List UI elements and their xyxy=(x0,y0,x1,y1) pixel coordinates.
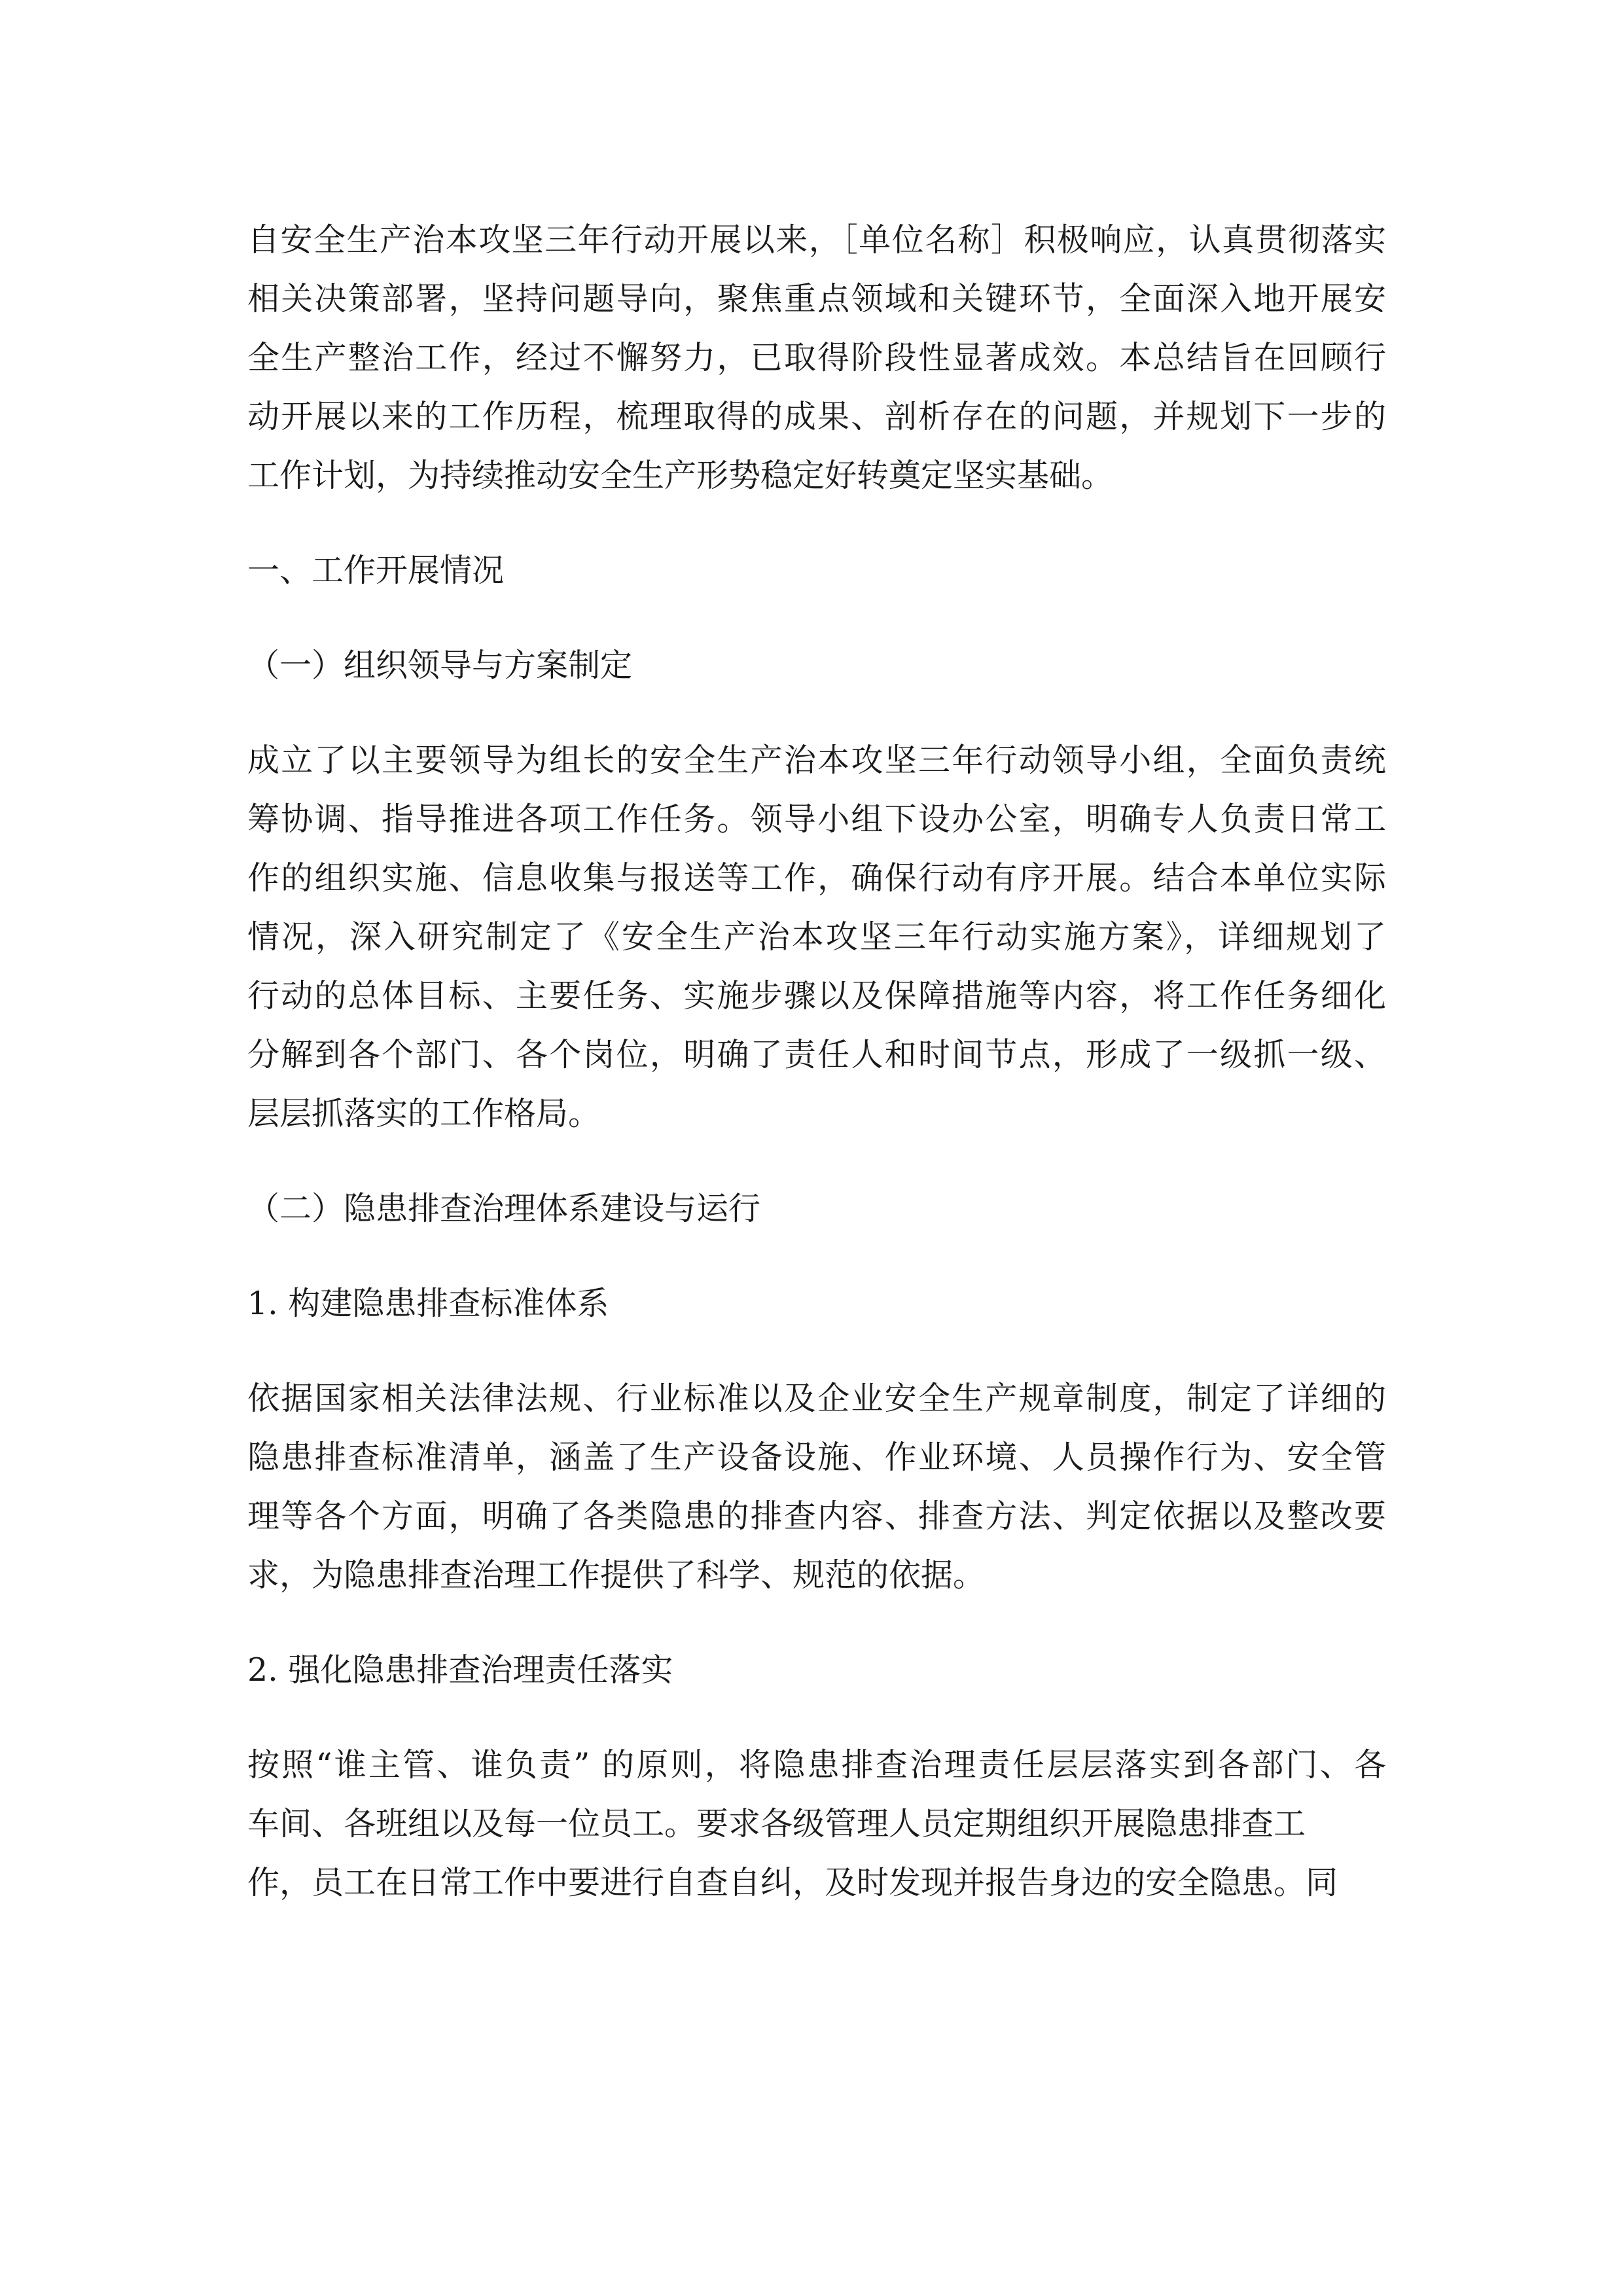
block-gap xyxy=(247,1333,1386,1369)
paragraph-line: 隐患排查标准清单，涵盖了生产设备设施、作业环境、人员操作行为、安全管 xyxy=(247,1439,1386,1476)
paragraph-line: 动开展以来的工作历程，梳理取得的成果、剖析存在的问题，并规划下一步的 xyxy=(247,398,1386,435)
document-page xyxy=(247,211,1386,1912)
paragraph-line: 车间、各班组以及每一位员工。要求各级管理人员定期组织开展隐患排查工 xyxy=(247,1805,1306,1842)
paragraph-line: 自安全生产治本攻坚三年行动开展以来，［单位名称］积极响应，认真贯彻落实 xyxy=(247,221,1386,259)
section-heading xyxy=(247,1179,1386,1238)
paragraph-line: 工作计划，为持续推动安全生产形势稳定好转奠定坚实基础。 xyxy=(247,457,1114,494)
block-gap xyxy=(247,695,1386,731)
paragraph-line: 全生产整治工作，经过不懈努力，已取得阶段性显著成效。本总结旨在回顾行 xyxy=(247,339,1386,376)
heading-text: 2. 强化隐患排查治理责任落实 xyxy=(247,1651,673,1689)
paragraph-line: 分解到各个部门、各个岗位，明确了责任人和时间节点，形成了一级抓一级、 xyxy=(247,1036,1386,1073)
paragraph-line: 情况，深入研究制定了《安全生产治本攻坚三年行动实施方案》，详细规划了 xyxy=(247,918,1386,956)
paragraph-line: 按照“谁主管、谁负责” 的原则，将隐患排查治理责任层层落实到各部门、各 xyxy=(247,1746,1386,1784)
paragraph-line: 层层抓落实的工作格局。 xyxy=(247,1095,601,1132)
block-gap xyxy=(247,600,1386,636)
heading-text: （一）组织领导与方案制定 xyxy=(247,647,633,684)
block-gap xyxy=(247,1238,1386,1274)
paragraph-line: 行动的总体目标、主要任务、实施步骤以及保障措施等内容，将工作任务细化 xyxy=(247,977,1386,1014)
paragraph-line: 依据国家相关法律法规、行业标准以及企业安全生产规章制度，制定了详细的 xyxy=(247,1380,1386,1417)
section-heading xyxy=(247,636,1386,695)
section-heading xyxy=(247,1274,1386,1333)
body-paragraph xyxy=(247,731,1386,1143)
paragraph-line: 求，为隐患排查治理工作提供了科学、规范的依据。 xyxy=(247,1556,986,1594)
paragraph-line: 相关决策部署，坚持问题导向，聚焦重点领域和关键环节，全面深入地开展安 xyxy=(247,280,1386,317)
paragraph-line: 理等各个方面，明确了各类隐患的排查内容、排查方法、判定依据以及整改要 xyxy=(247,1498,1386,1535)
block-gap xyxy=(247,1143,1386,1179)
section-heading xyxy=(247,1641,1386,1700)
heading-text: 1. 构建隐患排查标准体系 xyxy=(247,1285,609,1322)
paragraph-line: 成立了以主要领导为组长的安全生产治本攻坚三年行动领导小组，全面负责统 xyxy=(247,742,1386,779)
paragraph-line: 筹协调、指导推进各项工作任务。领导小组下设办公室，明确专人负责日常工 xyxy=(247,800,1386,838)
paragraph-line: 作的组织实施、信息收集与报送等工作，确保行动有序开展。结合本单位实际 xyxy=(247,859,1386,897)
body-paragraph xyxy=(247,1736,1386,1912)
body-paragraph xyxy=(247,211,1386,505)
heading-text: 一、工作开展情况 xyxy=(247,552,505,589)
block-gap xyxy=(247,1700,1386,1736)
heading-text: （二）隐患排查治理体系建设与运行 xyxy=(247,1190,761,1227)
paragraph-line: 作，员工在日常工作中要进行自查自纠，及时发现并报告身边的安全隐患。同 xyxy=(247,1864,1338,1901)
block-gap xyxy=(247,505,1386,541)
block-gap xyxy=(247,1605,1386,1641)
section-heading xyxy=(247,541,1386,600)
body-paragraph xyxy=(247,1369,1386,1605)
